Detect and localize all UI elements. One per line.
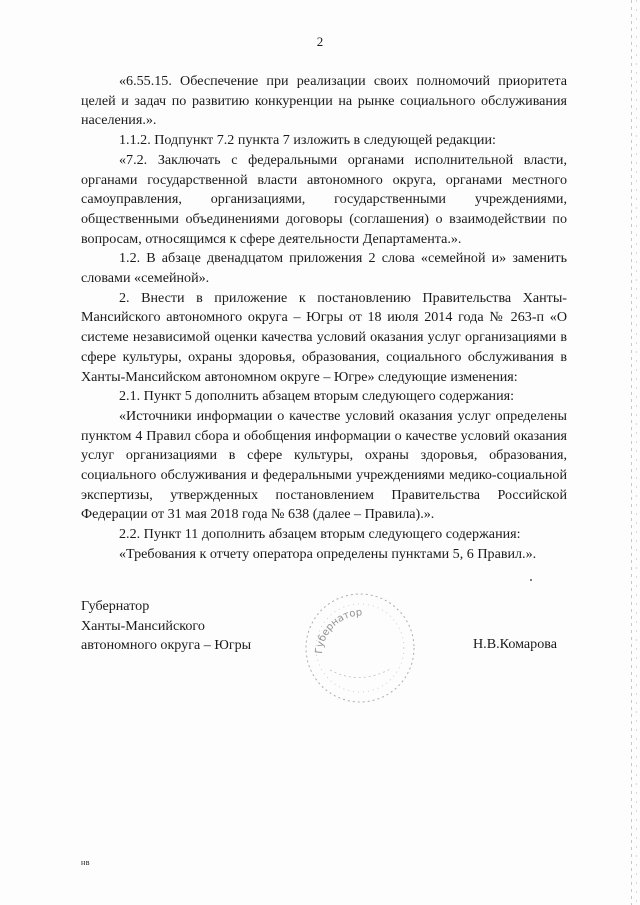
stamp-text: Губернатор	[313, 607, 363, 655]
position-line: автономного округа – Югры	[81, 637, 252, 653]
paragraph: 1.2. В абзаце двенадцатом приложения 2 слова «семейной и» заменить словами «семейной».	[81, 250, 567, 287]
position-line: Ханты-Мансийского	[81, 617, 205, 634]
svg-text:Губернатор	[314, 607, 363, 654]
position-line: Губернатор	[81, 598, 150, 614]
scan-speck	[530, 579, 532, 581]
paragraph: 2.1. Пункт 5 дополнить абзацем вторым следующего содержания:	[119, 388, 515, 405]
paragraph: «6.55.15. Обеспечение при реализации своих полномочий приоритета целей и задач по развитию конкуренции на рынке социального обслуживания населения.».	[81, 73, 567, 129]
paragraph: «Требования к отчету оператора определены пунктами 5, 6 Правил.».	[119, 545, 537, 562]
paragraph: «Источники информации о качестве условий оказания услуг определены пунктом 4 Правил сбора и обобщения информации о качестве условий оказания услуг организациями в сфере культуры, охраны здоровья, образования, социального обслуживания и федеральными учреждениями медико-социальной экспертизы, утвержденных постановлением Правительства Российской Федерации от 31 мая 2018 года № 638 (далее – Правила).».	[81, 407, 567, 523]
paragraph: 2. Внести в приложение к постановлению Правительства Ханты-Мансийского автономного округа – Югры от 18 июля 2014 года № 263-п «О системе независимой оценки качества условий оказания услуг организациями в сфере культуры, охраны здоровья, образования, социального обслуживания в Ханты-Мансийском автономном округе – Югре» следующие изменения:	[81, 289, 567, 385]
paragraph: 2.2. Пункт 11 дополнить абзацем вторым следующего содержания:	[119, 526, 521, 543]
document-body	[81, 72, 567, 565]
paragraph: «7.2. Заключать с федеральными органами исполнительной власти, органами государственной власти автономного округа, органами местного самоуправления, организациями, государственными учреждениями, общественными объединениями договоры (соглашения) о взаимодействии по вопросам, относящимся к сфере деятельности Департамента.».	[81, 151, 567, 247]
scan-edge-artifact	[631, 0, 632, 905]
official-stamp-icon	[300, 588, 420, 708]
scan-edge-artifact	[636, 0, 637, 905]
signer-name: Н.В.Комарова	[473, 636, 557, 652]
page-number: 2	[316, 34, 324, 49]
paragraph: 1.1.2. Подпункт 7.2 пункта 7 изложить в следующей редакции:	[119, 132, 496, 149]
signatory-position	[81, 597, 251, 656]
footer-code: нв	[81, 858, 91, 867]
